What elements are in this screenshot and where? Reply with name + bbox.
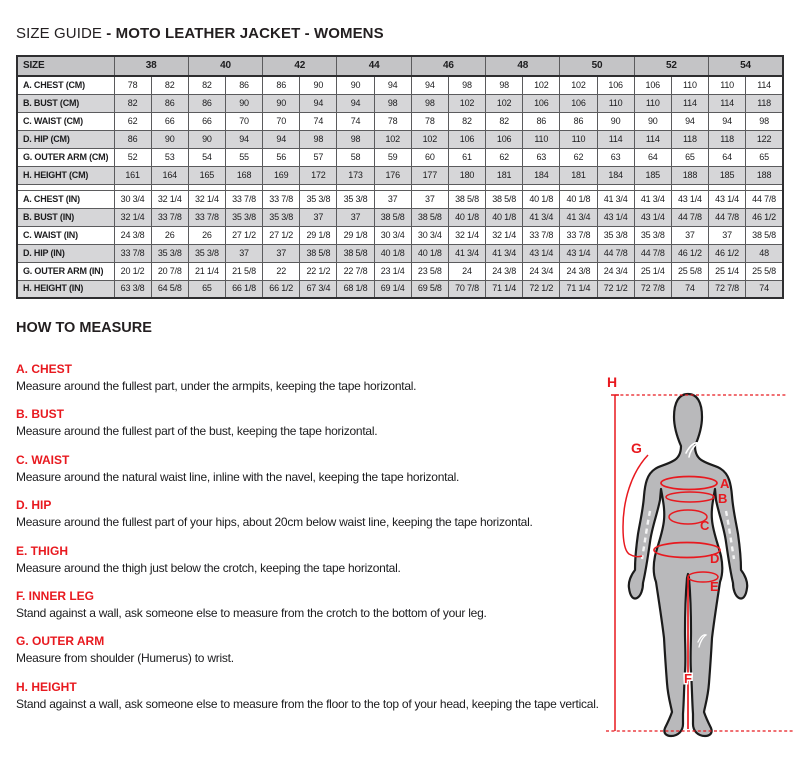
measure-list bbox=[16, 362, 604, 711]
size-cell: 35 3/8 bbox=[634, 226, 671, 244]
size-cell: 43 1/4 bbox=[597, 208, 634, 226]
size-cell: 53 bbox=[151, 148, 188, 166]
size-cell: 27 1/2 bbox=[225, 226, 262, 244]
size-cell: 33 7/8 bbox=[523, 226, 560, 244]
figure-label-g: G bbox=[631, 440, 642, 456]
row-label: C. WAIST (IN) bbox=[17, 226, 114, 244]
size-cell: 74 bbox=[671, 280, 708, 298]
size-cell: 43 1/4 bbox=[634, 208, 671, 226]
page-title bbox=[16, 25, 784, 42]
size-cell: 63 bbox=[523, 148, 560, 166]
size-cell: 33 7/8 bbox=[188, 208, 225, 226]
size-cell: 33 7/8 bbox=[114, 244, 151, 262]
size-cell: 37 bbox=[374, 190, 411, 208]
size-cell: 37 bbox=[709, 226, 746, 244]
figure-label-b: B bbox=[718, 491, 728, 506]
size-cell: 188 bbox=[671, 166, 708, 184]
size-cell: 25 5/8 bbox=[671, 262, 708, 280]
size-cell: 106 bbox=[486, 130, 523, 148]
size-cell: 98 bbox=[448, 76, 485, 94]
measure-item-text: Stand against a wall, ask someone else to measure from the crotch to the bottom of your leg. bbox=[16, 605, 487, 620]
size-cell: 21 1/4 bbox=[188, 262, 225, 280]
size-cell: 106 bbox=[523, 94, 560, 112]
size-cell: 102 bbox=[448, 94, 485, 112]
size-cell: 32 1/4 bbox=[486, 226, 523, 244]
size-cell: 82 bbox=[448, 112, 485, 130]
row-label: B. BUST (IN) bbox=[17, 208, 114, 226]
size-cell: 38 5/8 bbox=[411, 208, 448, 226]
measure-item bbox=[16, 544, 604, 575]
size-cell: 114 bbox=[671, 94, 708, 112]
measure-item-text: Measure around the fullest part of your hips, about 20cm below waist line, keeping the tape horizontal. bbox=[16, 515, 533, 530]
size-cell: 69 5/8 bbox=[411, 280, 448, 298]
size-cell: 38 5/8 bbox=[374, 208, 411, 226]
size-cell: 71 1/4 bbox=[486, 280, 523, 298]
size-cell: 90 bbox=[263, 94, 300, 112]
size-cell: 38 5/8 bbox=[337, 244, 374, 262]
size-cell: 32 1/4 bbox=[188, 190, 225, 208]
size-cell: 40 1/8 bbox=[374, 244, 411, 262]
size-cell: 44 7/8 bbox=[671, 208, 708, 226]
size-cell: 35 3/8 bbox=[225, 208, 262, 226]
figure-label-f: F bbox=[684, 671, 692, 686]
size-cell: 52 bbox=[114, 148, 151, 166]
size-cell: 176 bbox=[374, 166, 411, 184]
size-cell: 64 bbox=[634, 148, 671, 166]
size-cell: 70 bbox=[263, 112, 300, 130]
size-cell: 70 7/8 bbox=[448, 280, 485, 298]
size-cell: 90 bbox=[597, 112, 634, 130]
table-row bbox=[17, 208, 783, 226]
size-cell: 177 bbox=[411, 166, 448, 184]
size-cell: 181 bbox=[486, 166, 523, 184]
size-cell: 48 bbox=[746, 244, 783, 262]
measure-item-text: Measure from shoulder (Humerus) to wrist. bbox=[16, 651, 234, 666]
size-cell: 168 bbox=[225, 166, 262, 184]
size-guide-page bbox=[0, 25, 800, 759]
size-cell: 181 bbox=[560, 166, 597, 184]
size-cell: 44 7/8 bbox=[746, 190, 783, 208]
table-row bbox=[17, 244, 783, 262]
size-cell: 44 7/8 bbox=[597, 244, 634, 262]
size-cell: 90 bbox=[188, 130, 225, 148]
size-cell: 43 1/4 bbox=[523, 244, 560, 262]
size-cell: 78 bbox=[374, 112, 411, 130]
size-cell: 43 1/4 bbox=[671, 190, 708, 208]
size-cell: 102 bbox=[523, 76, 560, 94]
size-cell: 54 bbox=[188, 148, 225, 166]
size-cell: 122 bbox=[746, 130, 783, 148]
size-cell: 37 bbox=[411, 190, 448, 208]
size-cell: 22 1/2 bbox=[300, 262, 337, 280]
size-cell: 90 bbox=[151, 130, 188, 148]
size-header-38: 38 bbox=[114, 56, 188, 76]
size-cell: 30 3/4 bbox=[114, 190, 151, 208]
measurement-figure bbox=[598, 369, 798, 759]
table-row bbox=[17, 112, 783, 130]
measure-item bbox=[16, 407, 604, 438]
size-cell: 30 3/4 bbox=[374, 226, 411, 244]
size-cell: 98 bbox=[486, 76, 523, 94]
row-label: C. WAIST (CM) bbox=[17, 112, 114, 130]
size-cell: 98 bbox=[300, 130, 337, 148]
size-cell: 86 bbox=[188, 94, 225, 112]
size-cell: 94 bbox=[374, 76, 411, 94]
size-cell: 110 bbox=[709, 76, 746, 94]
table-row bbox=[17, 166, 783, 184]
size-cell: 30 3/4 bbox=[411, 226, 448, 244]
row-label: D. HIP (CM) bbox=[17, 130, 114, 148]
size-cell: 172 bbox=[300, 166, 337, 184]
size-cell: 43 1/4 bbox=[709, 190, 746, 208]
size-cell: 184 bbox=[523, 166, 560, 184]
size-cell: 185 bbox=[709, 166, 746, 184]
size-cell: 37 bbox=[300, 208, 337, 226]
size-cell: 35 3/8 bbox=[300, 190, 337, 208]
measure-item bbox=[16, 362, 604, 393]
size-cell: 94 bbox=[337, 94, 374, 112]
size-cell: 62 bbox=[486, 148, 523, 166]
size-cell: 106 bbox=[448, 130, 485, 148]
size-cell: 23 1/4 bbox=[374, 262, 411, 280]
size-cell: 106 bbox=[634, 76, 671, 94]
size-cell: 64 bbox=[709, 148, 746, 166]
size-cell: 94 bbox=[300, 94, 337, 112]
size-cell: 35 3/8 bbox=[151, 244, 188, 262]
size-cell: 66 1/2 bbox=[263, 280, 300, 298]
measure-item bbox=[16, 680, 604, 711]
size-cell: 106 bbox=[597, 76, 634, 94]
size-cell: 38 5/8 bbox=[486, 190, 523, 208]
size-cell: 55 bbox=[225, 148, 262, 166]
size-cell: 65 bbox=[746, 148, 783, 166]
size-cell: 63 3/8 bbox=[114, 280, 151, 298]
size-cell: 67 3/4 bbox=[300, 280, 337, 298]
size-cell: 184 bbox=[597, 166, 634, 184]
size-cell: 185 bbox=[634, 166, 671, 184]
table-row bbox=[17, 130, 783, 148]
size-cell: 35 3/8 bbox=[337, 190, 374, 208]
size-cell: 74 bbox=[300, 112, 337, 130]
measure-item-text: Measure around the thigh just below the crotch, keeping the tape horizontal. bbox=[16, 560, 401, 575]
measurement-figure-svg bbox=[598, 369, 798, 759]
size-cell: 72 7/8 bbox=[634, 280, 671, 298]
size-cell: 32 1/4 bbox=[114, 208, 151, 226]
size-cell: 102 bbox=[486, 94, 523, 112]
size-cell: 46 1/2 bbox=[671, 244, 708, 262]
size-cell: 74 bbox=[746, 280, 783, 298]
size-cell: 37 bbox=[671, 226, 708, 244]
size-cell: 69 1/4 bbox=[374, 280, 411, 298]
size-cell: 33 7/8 bbox=[560, 226, 597, 244]
measure-item-label: G. OUTER ARM bbox=[16, 634, 105, 649]
size-cell: 68 1/8 bbox=[337, 280, 374, 298]
size-cell: 46 1/2 bbox=[746, 208, 783, 226]
size-cell: 90 bbox=[300, 76, 337, 94]
table-header-row bbox=[17, 56, 783, 76]
size-cell: 22 7/8 bbox=[337, 262, 374, 280]
size-cell: 41 3/4 bbox=[634, 190, 671, 208]
size-cell: 71 1/4 bbox=[560, 280, 597, 298]
size-cell: 24 3/4 bbox=[597, 262, 634, 280]
size-cell: 110 bbox=[523, 130, 560, 148]
size-cell: 94 bbox=[671, 112, 708, 130]
size-cell: 164 bbox=[151, 166, 188, 184]
size-cell: 82 bbox=[151, 76, 188, 94]
size-cell: 24 bbox=[448, 262, 485, 280]
size-cell: 118 bbox=[709, 130, 746, 148]
measure-item bbox=[16, 453, 604, 484]
size-cell: 40 1/8 bbox=[523, 190, 560, 208]
size-cell: 98 bbox=[411, 94, 448, 112]
size-cell: 86 bbox=[263, 76, 300, 94]
size-cell: 173 bbox=[337, 166, 374, 184]
table-row bbox=[17, 94, 783, 112]
figure-label-e: E bbox=[710, 579, 719, 594]
size-cell: 102 bbox=[560, 76, 597, 94]
size-cell: 90 bbox=[337, 76, 374, 94]
measure-item bbox=[16, 634, 604, 665]
size-cell: 86 bbox=[151, 94, 188, 112]
size-cell: 70 bbox=[225, 112, 262, 130]
size-cell: 40 1/8 bbox=[448, 208, 485, 226]
size-cell: 102 bbox=[411, 130, 448, 148]
measure-item-text: Measure around the fullest part of the bust, keeping the tape horizontal. bbox=[16, 424, 378, 439]
size-cell: 27 1/2 bbox=[263, 226, 300, 244]
size-cell: 86 bbox=[560, 112, 597, 130]
figure-label-d: D bbox=[710, 551, 720, 566]
size-cell: 41 3/4 bbox=[448, 244, 485, 262]
row-label: G. OUTER ARM (CM) bbox=[17, 148, 114, 166]
size-cell: 35 3/8 bbox=[188, 244, 225, 262]
size-cell: 94 bbox=[225, 130, 262, 148]
size-cell: 62 bbox=[114, 112, 151, 130]
table-body bbox=[17, 76, 783, 298]
size-cell: 41 3/4 bbox=[523, 208, 560, 226]
size-cell: 41 3/4 bbox=[486, 244, 523, 262]
size-cell: 24 3/8 bbox=[114, 226, 151, 244]
size-cell: 110 bbox=[560, 130, 597, 148]
size-cell: 102 bbox=[374, 130, 411, 148]
size-cell: 41 3/4 bbox=[597, 190, 634, 208]
size-cell: 46 1/2 bbox=[709, 244, 746, 262]
size-cell: 56 bbox=[263, 148, 300, 166]
measure-item-text: Stand against a wall, ask someone else to measure from the floor to the top of your head, keeping the tape vertical. bbox=[16, 696, 599, 711]
table-row bbox=[17, 148, 783, 166]
size-cell: 33 7/8 bbox=[225, 190, 262, 208]
size-cell: 94 bbox=[263, 130, 300, 148]
measure-item-text: Measure around the natural waist line, inline with the navel, keeping the tape horizontal. bbox=[16, 469, 460, 484]
table-row bbox=[17, 280, 783, 298]
size-cell: 44 7/8 bbox=[709, 208, 746, 226]
size-cell: 23 5/8 bbox=[411, 262, 448, 280]
row-label: A. CHEST (IN) bbox=[17, 190, 114, 208]
size-cell: 37 bbox=[337, 208, 374, 226]
size-cell: 98 bbox=[746, 112, 783, 130]
size-cell: 110 bbox=[634, 94, 671, 112]
size-cell: 72 7/8 bbox=[709, 280, 746, 298]
size-cell: 25 5/8 bbox=[746, 262, 783, 280]
size-cell: 161 bbox=[114, 166, 151, 184]
size-cell: 82 bbox=[486, 112, 523, 130]
size-header-54: 54 bbox=[709, 56, 784, 76]
size-cell: 58 bbox=[337, 148, 374, 166]
size-cell: 38 5/8 bbox=[300, 244, 337, 262]
row-label: D. HIP (IN) bbox=[17, 244, 114, 262]
size-header-48: 48 bbox=[486, 56, 560, 76]
size-cell: 37 bbox=[263, 244, 300, 262]
size-header-44: 44 bbox=[337, 56, 411, 76]
size-header-52: 52 bbox=[634, 56, 708, 76]
size-header-46: 46 bbox=[411, 56, 485, 76]
size-cell: 86 bbox=[225, 76, 262, 94]
size-cell: 114 bbox=[746, 76, 783, 94]
size-cell: 41 3/4 bbox=[560, 208, 597, 226]
size-cell: 65 bbox=[671, 148, 708, 166]
size-cell: 32 1/4 bbox=[151, 190, 188, 208]
size-header-50: 50 bbox=[560, 56, 634, 76]
measure-item bbox=[16, 498, 604, 529]
size-cell: 86 bbox=[114, 130, 151, 148]
figure-label-h: H bbox=[607, 374, 618, 390]
table-row bbox=[17, 262, 783, 280]
figure-label-c: C bbox=[700, 518, 710, 533]
size-cell: 66 bbox=[188, 112, 225, 130]
table-row bbox=[17, 76, 783, 94]
size-cell: 40 1/8 bbox=[411, 244, 448, 262]
page-title-prefix: SIZE GUIDE bbox=[16, 25, 107, 42]
size-cell: 118 bbox=[746, 94, 783, 112]
measure-item-label: A. CHEST bbox=[16, 362, 73, 376]
size-cell: 106 bbox=[560, 94, 597, 112]
size-cell: 86 bbox=[523, 112, 560, 130]
table-row bbox=[17, 226, 783, 244]
figure-label-a: A bbox=[720, 476, 730, 491]
size-cell: 62 bbox=[560, 148, 597, 166]
size-cell: 24 3/8 bbox=[560, 262, 597, 280]
size-cell: 40 1/8 bbox=[560, 190, 597, 208]
size-cell: 78 bbox=[411, 112, 448, 130]
row-label: H. HEIGHT (CM) bbox=[17, 166, 114, 184]
size-table bbox=[16, 55, 784, 299]
size-header-42: 42 bbox=[263, 56, 337, 76]
size-cell: 25 1/4 bbox=[709, 262, 746, 280]
size-cell: 20 1/2 bbox=[114, 262, 151, 280]
size-cell: 118 bbox=[671, 130, 708, 148]
measure-item-label: E. THIGH bbox=[16, 543, 69, 558]
size-cell: 114 bbox=[709, 94, 746, 112]
measure-item-label: D. HIP bbox=[16, 498, 52, 513]
size-cell: 98 bbox=[337, 130, 374, 148]
size-cell: 38 5/8 bbox=[448, 190, 485, 208]
size-cell: 66 1/8 bbox=[225, 280, 262, 298]
size-cell: 98 bbox=[374, 94, 411, 112]
size-cell: 26 bbox=[188, 226, 225, 244]
size-cell: 60 bbox=[411, 148, 448, 166]
page-title-main: - MOTO LEATHER JACKET - WOMENS bbox=[106, 25, 384, 42]
size-cell: 90 bbox=[225, 94, 262, 112]
size-cell: 94 bbox=[411, 76, 448, 94]
row-label: G. OUTER ARM (IN) bbox=[17, 262, 114, 280]
size-cell: 78 bbox=[114, 76, 151, 94]
table-row bbox=[17, 190, 783, 208]
size-cell: 63 bbox=[597, 148, 634, 166]
size-cell: 180 bbox=[448, 166, 485, 184]
size-cell: 65 bbox=[188, 280, 225, 298]
size-cell: 66 bbox=[151, 112, 188, 130]
size-cell: 32 1/4 bbox=[448, 226, 485, 244]
size-cell: 24 3/8 bbox=[486, 262, 523, 280]
size-cell: 82 bbox=[114, 94, 151, 112]
row-label: B. BUST (CM) bbox=[17, 94, 114, 112]
table-header bbox=[17, 56, 783, 76]
size-cell: 64 5/8 bbox=[151, 280, 188, 298]
size-cell: 114 bbox=[597, 130, 634, 148]
size-cell: 61 bbox=[448, 148, 485, 166]
measure-item-label: C. WAIST bbox=[16, 452, 70, 467]
row-label: H. HEIGHT (IN) bbox=[17, 280, 114, 298]
size-cell: 57 bbox=[300, 148, 337, 166]
measure-item-label: B. BUST bbox=[16, 407, 64, 422]
row-label: A. CHEST (CM) bbox=[17, 76, 114, 94]
size-cell: 33 7/8 bbox=[151, 208, 188, 226]
size-cell: 29 1/8 bbox=[337, 226, 374, 244]
size-cell: 25 1/4 bbox=[634, 262, 671, 280]
size-cell: 37 bbox=[225, 244, 262, 262]
size-cell: 43 1/4 bbox=[560, 244, 597, 262]
size-cell: 72 1/2 bbox=[523, 280, 560, 298]
size-cell: 72 1/2 bbox=[597, 280, 634, 298]
size-cell: 33 7/8 bbox=[263, 190, 300, 208]
size-cell: 44 7/8 bbox=[634, 244, 671, 262]
size-cell: 35 3/8 bbox=[263, 208, 300, 226]
measure-item bbox=[16, 589, 604, 620]
size-cell: 21 5/8 bbox=[225, 262, 262, 280]
size-cell: 114 bbox=[634, 130, 671, 148]
size-cell: 169 bbox=[263, 166, 300, 184]
size-cell: 188 bbox=[746, 166, 783, 184]
measure-item-label: H. HEIGHT bbox=[16, 679, 77, 694]
size-header-40: 40 bbox=[188, 56, 262, 76]
size-cell: 35 3/8 bbox=[597, 226, 634, 244]
size-cell: 82 bbox=[188, 76, 225, 94]
measure-item-label: F. INNER LEG bbox=[16, 588, 95, 603]
size-cell: 74 bbox=[337, 112, 374, 130]
size-cell: 40 1/8 bbox=[486, 208, 523, 226]
size-cell: 90 bbox=[634, 112, 671, 130]
size-cell: 94 bbox=[709, 112, 746, 130]
how-to-measure-heading: HOW TO MEASURE bbox=[16, 320, 152, 336]
size-cell: 22 bbox=[263, 262, 300, 280]
size-cell: 110 bbox=[671, 76, 708, 94]
size-cell: 29 1/8 bbox=[300, 226, 337, 244]
size-cell: 165 bbox=[188, 166, 225, 184]
how-to-measure-section bbox=[16, 320, 604, 711]
size-cell: 38 5/8 bbox=[746, 226, 783, 244]
size-cell: 26 bbox=[151, 226, 188, 244]
size-cell: 110 bbox=[597, 94, 634, 112]
size-cell: 24 3/4 bbox=[523, 262, 560, 280]
size-cell: 20 7/8 bbox=[151, 262, 188, 280]
measure-item-text: Measure around the fullest part, under the armpits, keeping the tape horizontal. bbox=[16, 379, 417, 393]
size-cell: 59 bbox=[374, 148, 411, 166]
size-column-header: SIZE bbox=[17, 56, 114, 76]
